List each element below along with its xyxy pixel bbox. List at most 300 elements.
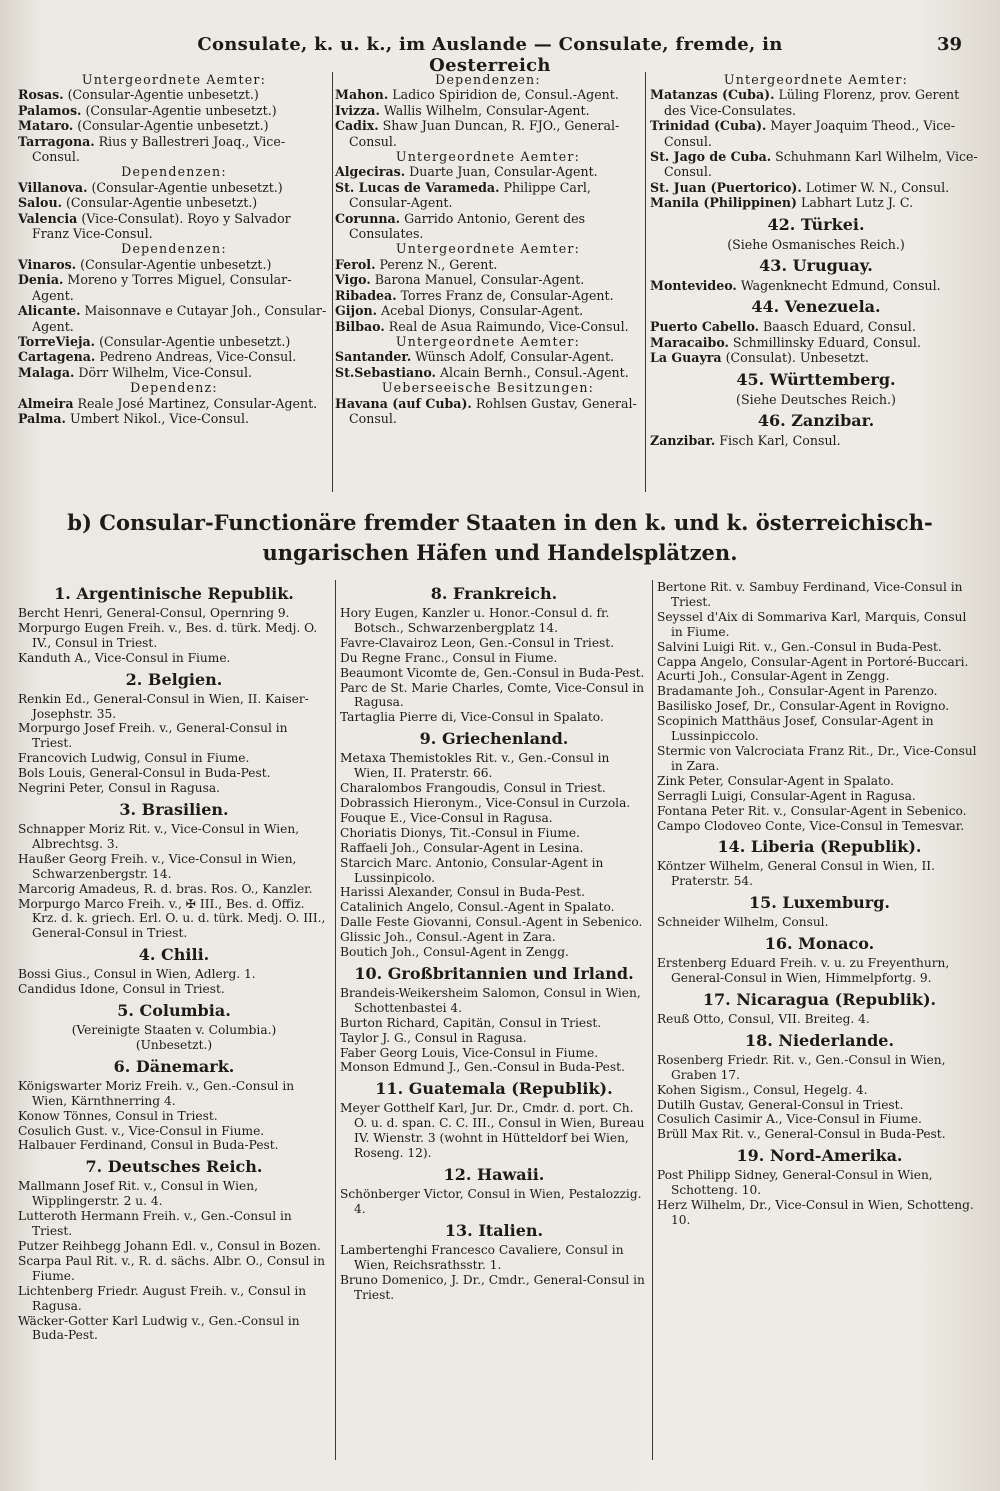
- entry-text: Brandeis-Weikersheim Salomon, Consul in Wien, Schottenbastei 4.: [340, 985, 641, 1015]
- subheading: Untergeordnete Aemter:: [395, 241, 581, 257]
- consul-entry: [340, 986, 648, 1016]
- entry-text: Kohen Sigism., Consul, Hegelg. 4.: [657, 1082, 868, 1097]
- place-name: Ferol.: [335, 256, 376, 272]
- consul-entry: [340, 796, 648, 811]
- subheading: Untergeordnete Aemter:: [723, 72, 909, 87]
- entry-text: (Vice-Consulat). Royo y Salvador Franz Vice-Consul.: [32, 210, 291, 242]
- place-name: Palamos.: [18, 102, 82, 118]
- consul-entry: [340, 781, 648, 796]
- consul-entry: [18, 365, 330, 380]
- note: (Vereinigte Staaten v. Columbia.): [71, 1023, 277, 1038]
- running-head: Consulate, k. u. k., im Auslande — Consulate, fremde, in Oesterreich: [197, 34, 783, 76]
- entry-text: Brüll Max Rit. v., General-Consul in Buda-Pest.: [657, 1127, 946, 1142]
- entry-text: Maisonnave e Cutayar Joh., Consular-Agent.: [32, 303, 327, 334]
- consul-entry: [18, 180, 330, 195]
- place-name: Puerto Cabello.: [650, 319, 760, 335]
- entry-text: Lambertenghi Francesco Cavaliere, Consul in Wien, Reichsrathsstr. 1.: [340, 1242, 624, 1272]
- consul-entry: [657, 1098, 982, 1113]
- consul-entry: [18, 118, 330, 133]
- entry-text: Basilisko Josef, Dr., Consular-Agent in Rovigno.: [657, 699, 950, 714]
- consul-entry: [18, 1254, 330, 1284]
- country-heading: 1. Argentinische Republik.: [54, 584, 294, 603]
- entry-text: (Consular-Agentie unbesetzt.): [73, 118, 269, 134]
- entry-text: Schuhmann Karl Wilhelm, Vice-Consul.: [664, 149, 978, 180]
- entry-text: Ladico Spiridion de, Consul.-Agent.: [388, 87, 619, 103]
- entry-text: Acebal Dionys, Consular-Agent.: [377, 303, 584, 319]
- place-name: Cartagena.: [18, 349, 96, 365]
- country-heading: 42. Türkei.: [767, 214, 865, 234]
- entry-text: Wünsch Adolf, Consular-Agent.: [411, 349, 615, 365]
- consul-entry: [650, 433, 982, 448]
- entry-text: Salvini Luigi Rit. v., Gen.-Consul in Buda-Pest.: [657, 639, 942, 654]
- place-name: Cadix.: [335, 118, 379, 134]
- subheading: Dependenzen:: [435, 72, 541, 87]
- country-heading: 5. Columbia.: [117, 1001, 231, 1021]
- entry-text: Haußer Georg Freih. v., Vice-Consul in Wien, Schwarzenbergstr. 14.: [18, 851, 297, 881]
- entry-text: Renkin Ed., General-Consul in Wien, II. Kaiser-Josephstr. 35.: [18, 691, 309, 721]
- column-bottom-middle: [340, 580, 648, 1302]
- entry-text: Morpurgo Eugen Freih. v., Bes. d. türk. Medj. O. IV., Consul in Triest.: [18, 620, 318, 650]
- entry-text: Wagenknecht Edmund, Consul.: [736, 278, 941, 294]
- subheading: Untergeordnete Aemter:: [395, 333, 581, 349]
- entry-text: Moreno y Torres Miguel, Consular-Agent.: [32, 272, 292, 303]
- entry-text: Real de Asua Raimundo, Vice-Consul.: [384, 318, 629, 334]
- consul-entry: [657, 1168, 982, 1198]
- page-number: 39: [936, 34, 962, 55]
- entry-text: Zink Peter, Consular-Agent in Spalato.: [657, 773, 894, 788]
- country-heading: 12. Hawaii.: [443, 1165, 545, 1184]
- entry-text: Taylor J. G., Consul in Ragusa.: [340, 1030, 527, 1045]
- consul-entry: [18, 766, 330, 781]
- entry-text: Du Regne Franc., Consul in Fiume.: [340, 650, 558, 665]
- consul-entry: [340, 856, 648, 886]
- entry-text: Umbert Nikol., Vice-Consul.: [65, 410, 250, 426]
- entry-text: Pedreno Andreas, Vice-Consul.: [95, 349, 297, 365]
- entry-text: Francovich Ludwig, Consul in Fiume.: [18, 751, 250, 766]
- entry-text: Konow Tönnes, Consul in Triest.: [18, 1108, 218, 1123]
- entry-text: Post Philipp Sidney, General-Consul in Wien, Schotteng. 10.: [657, 1168, 933, 1198]
- entry-text: Meyer Gotthelf Karl, Jur. Dr., Cmdr. d. port. Ch. O. u. d. span. C. C. III., Consul in Wien, Bureau IV. Wienstr. 3 (wohnt in Hütteldorf bei Wien, Roseng. 12).: [340, 1101, 645, 1161]
- entry-text: Stermic von Valcrociata Franz Rit., Dr., Vice-Consul in Zara.: [657, 743, 977, 773]
- place-name: Alicante.: [18, 303, 81, 319]
- consul-entry: [18, 606, 330, 621]
- consul-entry: [340, 681, 648, 711]
- place-name: Manila (Philippinen): [650, 195, 797, 211]
- consul-entry: [657, 774, 982, 789]
- place-name: Ribadea.: [335, 287, 397, 303]
- entry-text: Königswarter Moriz Freih. v., Gen.-Consul in Wien, Kärnthnerring 4.: [18, 1078, 295, 1108]
- place-name: Salou.: [18, 195, 62, 211]
- entry-text: Bossi Gius., Consul in Wien, Adlerg. 1.: [18, 967, 256, 982]
- consul-entry: [335, 164, 641, 179]
- consul-entry: [18, 751, 330, 766]
- consul-entry: [18, 334, 330, 349]
- consul-entry: [18, 1209, 330, 1239]
- consul-entry: [650, 118, 982, 149]
- country-heading: 43. Uruguay.: [759, 256, 873, 276]
- consul-entry: [18, 692, 330, 722]
- entry-text: Fontana Peter Rit. v., Consular-Agent in Sebenico.: [657, 803, 967, 818]
- consul-entry: [340, 811, 648, 826]
- place-name: St. Jago de Cuba.: [650, 149, 772, 165]
- consul-entry: [18, 103, 330, 118]
- consul-entry: [335, 303, 641, 318]
- place-name: Valencia: [18, 210, 78, 226]
- entry-text: Rosenberg Friedr. Rit. v., Gen.-Consul in Wien, Graben 17.: [657, 1052, 946, 1082]
- country-heading: 7. Deutsches Reich.: [85, 1157, 263, 1177]
- place-name: Almeira: [18, 395, 74, 411]
- place-name: Palma.: [18, 410, 66, 426]
- consul-entry: [340, 900, 648, 915]
- consul-entry: [340, 1101, 648, 1161]
- place-name: Rosas.: [18, 87, 64, 103]
- consul-entry: [18, 1284, 330, 1314]
- consul-entry: [335, 257, 641, 272]
- country-heading: 14. Liberia (Republik).: [717, 837, 922, 857]
- consul-entry: [18, 967, 330, 982]
- place-name: Algeciras.: [335, 164, 406, 180]
- entry-text: Faber Georg Louis, Vice-Consul in Fiume.: [340, 1045, 599, 1060]
- place-name: Santander.: [335, 349, 412, 365]
- consul-entry: [335, 349, 641, 364]
- consul-entry: [335, 288, 641, 303]
- country-heading: 9. Griechenland.: [419, 729, 569, 749]
- entry-text: Cosulich Gust. v., Vice-Consul in Fiume.: [18, 1123, 265, 1138]
- column-rule: [652, 580, 653, 1460]
- consul-entry: [18, 134, 330, 165]
- entry-text: Wallis Wilhelm, Consular-Agent.: [379, 102, 590, 118]
- country-heading: 16. Monaco.: [764, 934, 875, 954]
- entry-text: Schönberger Victor, Consul in Wien, Pestalozzig. 4.: [340, 1187, 642, 1216]
- entry-text: Rohlsen Gustav, General-Consul.: [349, 395, 637, 426]
- entry-text: Lutteroth Hermann Freih. v., Gen.-Consul in Triest.: [18, 1209, 292, 1239]
- entry-text: Favre-Clavairoz Leon, Gen.-Consul in Triest.: [340, 635, 615, 650]
- consul-entry: [340, 1060, 648, 1075]
- consul-entry: [335, 118, 641, 149]
- consul-entry: [657, 580, 982, 610]
- entry-text: Fouque E., Vice-Consul in Ragusa.: [340, 810, 553, 825]
- consul-entry: [18, 1109, 330, 1124]
- entry-text: (Consular-Agentie unbesetzt.): [61, 195, 258, 211]
- consul-entry: [657, 1083, 982, 1098]
- entry-text: Philippe Carl, Consular-Agent.: [349, 179, 591, 211]
- entry-text: Serragli Luigi, Consular-Agent in Ragusa.: [657, 788, 916, 803]
- entry-text: Bols Louis, General-Consul in Buda-Pest.: [18, 766, 271, 781]
- consul-entry: [18, 396, 330, 411]
- place-name: Corunna.: [335, 210, 401, 226]
- consul-entry: [657, 1198, 982, 1228]
- consul-entry: [18, 87, 330, 102]
- consul-entry: [650, 195, 982, 210]
- entry-text: Bruno Domenico, J. Dr., Cmdr., General-Consul in Triest.: [340, 1272, 645, 1302]
- entry-text: (Consular-Agentie unbesetzt.): [63, 87, 259, 103]
- entry-text: Metaxa Themistokles Rit. v., Gen.-Consul in Wien, II. Praterstr. 66.: [340, 751, 610, 781]
- consul-entry: [650, 278, 982, 293]
- country-heading: 6. Dänemark.: [113, 1056, 235, 1076]
- place-name: Denia.: [18, 272, 64, 288]
- consul-entry: [18, 1138, 330, 1153]
- entry-text: Köntzer Wilhelm, General Consul in Wien, II. Praterstr. 54.: [657, 859, 935, 889]
- subheading: Dependenz:: [130, 380, 218, 396]
- consul-entry: [657, 699, 982, 714]
- entry-text: Garrido Antonio, Gerent des Consulates.: [349, 210, 586, 242]
- consul-entry: [340, 606, 648, 636]
- consul-entry: [657, 1112, 982, 1127]
- entry-text: Mayer Joaquim Theod., Vice-Consul.: [664, 118, 955, 149]
- column-top-right: [650, 72, 982, 449]
- consul-entry: [650, 87, 982, 118]
- entry-text: Scopinich Matthäus Josef, Consular-Agent in Lussinpiccolo.: [657, 714, 934, 744]
- place-name: Montevideo.: [650, 278, 737, 294]
- consul-entry: [18, 195, 330, 210]
- consul-entry: [340, 1016, 648, 1031]
- consul-entry: [657, 714, 982, 744]
- consul-entry: [18, 411, 330, 426]
- entry-text: Morpurgo Josef Freih. v., General-Consul in Triest.: [18, 721, 288, 751]
- consul-entry: [657, 789, 982, 804]
- column-top-middle: [335, 72, 641, 426]
- entry-text: Campo Clodoveo Conte, Vice-Consul in Temesvar.: [657, 818, 965, 833]
- entry-text: Cosulich Casimir A., Vice-Consul in Fiume.: [657, 1112, 922, 1127]
- consul-entry: [18, 349, 330, 364]
- entry-text: (Consular-Agentie unbesetzt.): [95, 333, 291, 349]
- entry-text: Bercht Henri, General-Consul, Opernring 9.: [18, 606, 290, 620]
- consul-entry: [650, 319, 982, 334]
- place-name: Villanova.: [18, 179, 88, 195]
- entry-text: Raffaeli Joh., Consular-Agent in Lesina.: [340, 840, 584, 855]
- consul-entry: [18, 1179, 330, 1209]
- place-name: Maracaibo.: [650, 334, 729, 350]
- consul-entry: [18, 781, 330, 796]
- consul-entry: [657, 610, 982, 640]
- entry-text: Torres Franz de, Consular-Agent.: [396, 287, 614, 303]
- place-name: Matanzas (Cuba).: [650, 87, 775, 103]
- entry-text: Morpurgo Marco Freih. v., ✠ III., Bes. d. Offiz. Krz. d. k. griech. Erl. O. u. d. türk. Medj. O. III., General-Consul in Triest.: [18, 896, 326, 941]
- consul-entry: [657, 956, 982, 986]
- entry-text: Baasch Eduard, Consul.: [759, 319, 916, 335]
- consul-entry: [657, 669, 982, 684]
- entry-text: Duarte Juan, Consular-Agent.: [405, 164, 598, 180]
- country-heading: 10. Großbritannien und Irland.: [354, 963, 634, 983]
- entry-text: Schneider Wilhelm, Consul.: [657, 915, 829, 930]
- consul-entry: [657, 915, 982, 930]
- subheading: Dependenzen:: [121, 164, 227, 180]
- place-name: Gijon.: [335, 303, 378, 319]
- consul-entry: [18, 897, 330, 942]
- consul-entry: [18, 211, 330, 242]
- entry-text: Monson Edmund J., Gen.-Consul in Buda-Pest.: [340, 1060, 625, 1075]
- country-heading: 15. Luxemburg.: [749, 893, 890, 913]
- consul-entry: [18, 1124, 330, 1139]
- consul-entry: [340, 841, 648, 856]
- country-heading: 8. Frankreich.: [430, 584, 558, 603]
- consul-entry: [18, 822, 330, 852]
- entry-text: Dörr Wilhelm, Vice-Consul.: [74, 364, 253, 380]
- place-name: Vinaros.: [18, 256, 77, 272]
- entry-text: (Consular-Agentie unbesetzt.): [87, 179, 283, 195]
- country-heading: 19. Nord-Amerika.: [736, 1146, 903, 1166]
- entry-text: Marcorig Amadeus, R. d. bras. Ros. O., Kanzler.: [18, 881, 313, 896]
- entry-text: Beaumont Vicomte de, Gen.-Consul in Buda-Pest.: [340, 665, 645, 680]
- country-heading: 13. Italien.: [444, 1220, 544, 1240]
- consul-entry: [657, 1053, 982, 1083]
- consul-entry: [335, 319, 641, 334]
- place-name: St. Lucas de Varameda.: [335, 179, 500, 195]
- consul-entry: [657, 684, 982, 699]
- entry-text: Dobrassich Hieronym., Vice-Consul in Curzola.: [340, 795, 631, 810]
- entry-text: Hory Eugen, Kanzler u. Honor.-Consul d. fr. Botsch., Schwarzenbergplatz 14.: [340, 606, 610, 635]
- note: (Siehe Deutsches Reich.): [736, 391, 896, 407]
- entry-text: Reale José Martinez, Consular-Agent.: [73, 395, 318, 411]
- consul-entry: [657, 1012, 982, 1027]
- place-name: Havana (auf Cuba).: [335, 395, 472, 411]
- entry-text: Bradamante Joh., Consular-Agent in Parenzo.: [657, 684, 938, 699]
- place-name: Ivizza.: [335, 102, 380, 118]
- place-name: Tarragona.: [18, 133, 95, 149]
- consul-entry: [340, 651, 648, 666]
- entry-text: Wäcker-Gotter Karl Ludwig v., Gen.-Consul in Buda-Pest.: [18, 1313, 300, 1343]
- entry-text: Parc de St. Marie Charles, Comte, Vice-Consul in Ragusa.: [340, 680, 645, 710]
- consul-entry: [340, 666, 648, 681]
- entry-text: Acurti Joh., Consular-Agent in Zengg.: [657, 669, 890, 684]
- place-name: St. Juan (Puertorico).: [650, 179, 802, 195]
- country-heading: 11. Guatemala (Republik).: [375, 1079, 613, 1099]
- consul-entry: [18, 257, 330, 272]
- place-name: Bilbao.: [335, 318, 385, 334]
- entry-text: (Consular-Agentie unbesetzt.): [76, 256, 272, 272]
- entry-text: Mallmann Josef Rit. v., Consul in Wien, Wipplingerstr. 2 u. 4.: [18, 1179, 258, 1209]
- place-name: Vigo.: [335, 272, 371, 288]
- consul-entry: [340, 1273, 648, 1303]
- entry-text: Kanduth A., Vice-Consul in Fiume.: [18, 650, 231, 665]
- place-name: Mahon.: [335, 87, 389, 103]
- entry-text: Lichtenberg Friedr. August Freih. v., Consul in Ragusa.: [18, 1283, 307, 1313]
- entry-text: Lotimer W. N., Consul.: [801, 179, 950, 195]
- column-rule: [335, 580, 336, 1460]
- consul-entry: [18, 1239, 330, 1254]
- place-name: Zanzibar.: [650, 433, 716, 449]
- consul-entry: [657, 1127, 982, 1142]
- entry-text: Schmillinsky Eduard, Consul.: [728, 334, 921, 350]
- column-bottom-right: [657, 580, 982, 1228]
- consul-entry: [340, 710, 648, 725]
- entry-text: Tartaglia Pierre di, Vice-Consul in Spalato.: [340, 710, 604, 725]
- entry-text: Alcain Bernh., Consul.-Agent.: [435, 364, 629, 380]
- entry-text: Barona Manuel, Consular-Agent.: [370, 272, 585, 288]
- consul-entry: [657, 744, 982, 774]
- entry-text: Burton Richard, Capitän, Consul in Triest.: [340, 1015, 602, 1030]
- section-b-title: b) Consular-Functionäre fremder Staaten in den k. und k. österreichisch-ungarischen Häfen und Handelsplätzen.: [67, 510, 933, 565]
- country-heading: 45. Württemberg.: [736, 369, 896, 389]
- consul-entry: [18, 651, 330, 666]
- consul-entry: [340, 930, 648, 945]
- consul-entry: [657, 804, 982, 819]
- country-heading: 46. Zanzibar.: [757, 411, 875, 431]
- consul-entry: [335, 396, 641, 427]
- entry-text: Glissic Joh., Consul.-Agent in Zara.: [340, 930, 556, 945]
- entry-text: Herz Wilhelm, Dr., Vice-Consul in Wien, Schotteng. 10.: [657, 1198, 974, 1227]
- consul-entry: [650, 180, 982, 195]
- consul-entry: [18, 852, 330, 882]
- entry-text: Erstenberg Eduard Freih. v. u. zu Freyenthurn, General-Consul in Wien, Himmelpfortg. 9.: [657, 956, 950, 986]
- consul-entry: [340, 915, 648, 930]
- country-heading: 17. Nicaragua (Republik).: [702, 989, 937, 1009]
- consul-entry: [340, 1243, 648, 1273]
- country-heading: 44. Venezuela.: [751, 297, 881, 317]
- consul-entry: [18, 621, 330, 651]
- consul-entry: [18, 272, 330, 303]
- entry-text: Rius y Ballestreri Joaq., Vice-Consul.: [32, 133, 286, 165]
- consul-entry: [18, 982, 330, 997]
- consul-entry: [657, 655, 982, 670]
- entry-text: Choriatis Dionys, Tit.-Consul in Fiume.: [340, 825, 580, 840]
- country-heading: 2. Belgien.: [125, 669, 223, 689]
- consul-entry: [18, 1079, 330, 1109]
- entry-text: Bertone Rit. v. Sambuy Ferdinand, Vice-Consul in Triest.: [657, 580, 963, 609]
- consul-entry: [340, 1187, 648, 1217]
- consul-entry: [335, 211, 641, 242]
- consul-entry: [18, 721, 330, 751]
- subheading: Untergeordnete Aemter:: [81, 72, 267, 87]
- entry-text: Scarpa Paul Rit. v., R. d. sächs. Albr. O., Consul in Fiume.: [18, 1253, 325, 1283]
- place-name: Trinidad (Cuba).: [650, 118, 767, 134]
- column-rule: [645, 72, 646, 492]
- entry-text: Harissi Alexander, Consul in Buda-Pest.: [340, 885, 585, 900]
- entry-text: Labhart Lutz J. C.: [797, 195, 914, 211]
- entry-text: (Consulat). Unbesetzt.: [721, 350, 869, 366]
- entry-text: Charalombos Frangoudis, Consul in Triest.: [340, 781, 606, 796]
- consul-entry: [335, 365, 641, 380]
- consul-entry: [340, 826, 648, 841]
- consul-entry: [18, 303, 330, 334]
- country-heading: 3. Brasilien.: [119, 799, 229, 819]
- consul-entry: [18, 882, 330, 897]
- column-rule: [332, 72, 333, 492]
- subheading: Ueberseeische Besitzungen:: [381, 380, 595, 396]
- entry-text: Dutilh Gustav, General-Consul in Triest.: [657, 1097, 904, 1112]
- entry-text: Cappa Angelo, Consular-Agent in Portoré-Buccari.: [657, 654, 969, 669]
- consul-entry: [657, 859, 982, 889]
- entry-text: Halbauer Ferdinand, Consul in Buda-Pest.: [18, 1138, 279, 1153]
- note: (Unbesetzt.): [135, 1037, 213, 1052]
- consul-entry: [335, 180, 641, 211]
- entry-text: Lüling Florenz, prov. Gerent des Vice-Consulates.: [664, 87, 960, 118]
- consul-entry: [340, 751, 648, 781]
- consul-entry: [657, 819, 982, 834]
- entry-text: Catalinich Angelo, Consul.-Agent in Spalato.: [340, 900, 615, 915]
- entry-text: Schnapper Moriz Rit. v., Vice-Consul in Wien, Albrechtsg. 3.: [18, 821, 300, 851]
- consul-entry: [650, 149, 982, 180]
- entry-text: Starcich Marc. Antonio, Consular-Agent in Lussinpicolo.: [340, 855, 604, 885]
- consul-entry: [657, 640, 982, 655]
- entry-text: (Consular-Agentie unbesetzt.): [81, 102, 277, 118]
- place-name: TorreVieja.: [18, 333, 96, 349]
- note: (Siehe Osmanisches Reich.): [727, 236, 905, 252]
- consul-entry: [18, 1314, 330, 1344]
- entry-text: Shaw Juan Duncan, R. FJO., General-Consul.: [349, 118, 620, 149]
- entry-text: Dalle Feste Giovanni, Consul.-Agent in Sebenico.: [340, 915, 643, 930]
- place-name: Malaga.: [18, 364, 75, 380]
- entry-text: Fisch Karl, Consul.: [715, 433, 841, 449]
- consul-entry: [340, 636, 648, 651]
- entry-text: Candidus Idone, Consul in Triest.: [18, 982, 225, 997]
- entry-text: Boutich Joh., Consul-Agent in Zengg.: [340, 945, 569, 960]
- consul-entry: [340, 945, 648, 960]
- column-top-left: [18, 72, 330, 426]
- consul-entry: [650, 350, 982, 365]
- consul-entry: [340, 1031, 648, 1046]
- entry-text: Putzer Reihbegg Johann Edl. v., Consul in Bozen.: [18, 1239, 321, 1253]
